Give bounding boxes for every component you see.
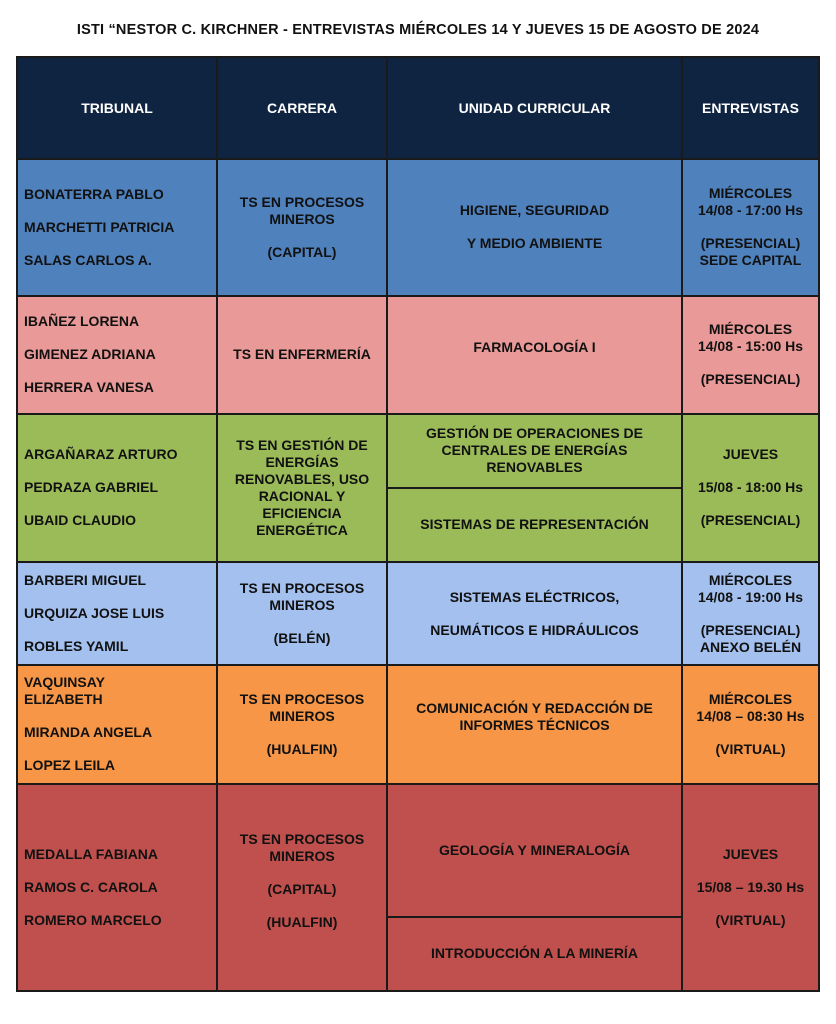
tribunal-member: SALAS CARLOS A. xyxy=(24,251,152,268)
tribunal-member: IBAÑEZ LORENA xyxy=(24,313,140,330)
carrera-sede: (HUALFIN) xyxy=(266,913,338,930)
carrera-sede: (CAPITAL) xyxy=(267,880,337,897)
tribunal-member: ARGAÑARAZ ARTURO xyxy=(24,446,178,463)
unidad-cell xyxy=(387,414,682,488)
tribunal-member: BONATERRA PABLO xyxy=(24,185,164,202)
unidad-cell xyxy=(387,296,682,414)
table-header-row xyxy=(17,57,819,159)
unidad-line: SISTEMAS ELÉCTRICOS, xyxy=(449,588,620,605)
unidad-line: Y MEDIO AMBIENTE xyxy=(466,235,603,252)
table-row xyxy=(17,562,819,665)
table-row xyxy=(17,296,819,414)
unidad-line: HIGIENE, SEGURIDAD xyxy=(459,202,610,219)
carrera-name: TS EN GESTIÓN DE ENERGÍAS RENOVABLES, USO RACIONAL Y EFICIENCIA ENERGÉTICA xyxy=(234,436,370,538)
table-row xyxy=(17,414,819,488)
page-title: ISTI “NESTOR C. KIRCHNER - ENTREVISTAS MIÉRCOLES 14 Y JUEVES 15 DE AGOSTO DE 2024 xyxy=(76,22,760,38)
unidad-line: SISTEMAS DE REPRESENTACIÓN xyxy=(420,516,649,533)
entrevista-mode: (VIRTUAL) xyxy=(715,911,786,928)
unidad-cell xyxy=(387,562,682,665)
entrevista-cell xyxy=(682,562,819,665)
tribunal-cell xyxy=(17,562,217,665)
tribunal-member: BARBERI MIGUEL xyxy=(24,572,147,589)
carrera-name: TS EN PROCESOS MINEROS xyxy=(239,193,365,227)
carrera-name: TS EN PROCESOS MINEROS xyxy=(239,690,365,724)
entrevista-day: MIÉRCOLES xyxy=(708,690,793,707)
entrevista-mode: (PRESENCIAL) xyxy=(700,621,801,638)
tribunal-member: MEDALLA FABIANA xyxy=(24,845,159,862)
carrera-cell xyxy=(217,665,387,783)
tribunal-cell xyxy=(17,296,217,414)
tribunal-member: URQUIZA JOSE LUIS xyxy=(24,605,165,622)
unidad-cell xyxy=(387,159,682,295)
tribunal-cell xyxy=(17,159,217,295)
unidad-cell xyxy=(387,488,682,562)
entrevista-time: 15/08 - 18:00 Hs xyxy=(697,479,804,496)
unidad-line: GESTIÓN DE OPERACIONES DE CENTRALES DE ENERGÍAS RENOVABLES xyxy=(425,425,644,476)
header-carrera: CARRERA xyxy=(217,57,387,159)
entrevista-cell xyxy=(682,665,819,783)
tribunal-member: MIRANDA ANGELA xyxy=(24,724,153,741)
unidad-cell xyxy=(387,665,682,783)
entrevista-place: SEDE CAPITAL xyxy=(699,252,802,269)
entrevista-cell xyxy=(682,159,819,295)
tribunal-cell xyxy=(17,665,217,783)
carrera-sede: (CAPITAL) xyxy=(267,243,337,260)
table-row xyxy=(17,159,819,295)
header-tribunal: TRIBUNAL xyxy=(17,57,217,159)
tribunal-member: PEDRAZA GABRIEL xyxy=(24,479,159,496)
tribunal-member: ROMERO MARCELO xyxy=(24,911,162,928)
entrevista-time: 14/08 - 15:00 Hs xyxy=(697,338,804,355)
unidad-cell xyxy=(387,917,682,991)
entrevista-day: MIÉRCOLES xyxy=(708,571,793,588)
carrera-cell xyxy=(217,562,387,665)
entrevista-cell xyxy=(682,296,819,414)
unidad-line: NEUMÁTICOS E HIDRÁULICOS xyxy=(430,621,639,638)
entrevista-cell xyxy=(682,784,819,991)
carrera-name: TS EN PROCESOS MINEROS xyxy=(239,580,365,614)
unidad-line: GEOLOGÍA Y MINERALOGÍA xyxy=(438,841,631,858)
tribunal-member: ROBLES YAMIL xyxy=(24,638,129,655)
carrera-cell xyxy=(217,296,387,414)
unidad-line: COMUNICACIÓN Y REDACCIÓN DE INFORMES TÉCNICOS xyxy=(416,700,653,734)
carrera-cell xyxy=(217,414,387,562)
entrevista-day: JUEVES xyxy=(722,845,779,862)
unidad-line: INTRODUCCIÓN A LA MINERÍA xyxy=(431,945,638,962)
unidad-line: FARMACOLOGÍA I xyxy=(473,338,596,355)
tribunal-member: UBAID CLAUDIO xyxy=(24,512,136,529)
entrevista-time: 14/08 – 08:30 Hs xyxy=(696,707,805,724)
entrevista-day: JUEVES xyxy=(722,446,779,463)
entrevista-mode: (PRESENCIAL) xyxy=(700,512,801,529)
entrevista-time: 15/08 – 19.30 Hs xyxy=(696,878,805,895)
table-row xyxy=(17,784,819,917)
entrevista-place: ANEXO BELÉN xyxy=(699,638,802,655)
tribunal-cell xyxy=(17,784,217,991)
unidad-cell xyxy=(387,784,682,917)
tribunal-member: HERRERA VANESA xyxy=(24,379,154,396)
carrera-cell xyxy=(217,784,387,991)
carrera-name: TS EN PROCESOS MINEROS xyxy=(239,830,365,864)
tribunal-member: VAQUINSAY ELIZABETH xyxy=(24,674,105,708)
table-row xyxy=(17,665,819,783)
header-unidad-curricular: UNIDAD CURRICULAR xyxy=(387,57,682,159)
entrevista-day: MIÉRCOLES xyxy=(708,185,793,202)
entrevista-mode: (VIRTUAL) xyxy=(715,740,786,757)
carrera-name: TS EN ENFERMERÍA xyxy=(233,346,371,363)
tribunal-cell xyxy=(17,414,217,562)
carrera-sede: (BELÉN) xyxy=(273,630,331,647)
carrera-sede: (HUALFIN) xyxy=(266,740,338,757)
tribunal-member: LOPEZ LEILA xyxy=(24,757,115,774)
entrevista-mode: (PRESENCIAL) xyxy=(700,371,801,388)
header-entrevistas: ENTREVISTAS xyxy=(682,57,819,159)
carrera-cell xyxy=(217,159,387,295)
interview-schedule-table xyxy=(16,56,820,992)
entrevista-time: 14/08 - 17:00 Hs xyxy=(697,202,804,219)
entrevista-time: 14/08 - 19:00 Hs xyxy=(697,588,804,605)
tribunal-member: MARCHETTI PATRICIA xyxy=(24,218,175,235)
entrevista-cell xyxy=(682,414,819,562)
entrevista-mode: (PRESENCIAL) xyxy=(700,235,801,252)
tribunal-member: RAMOS C. CAROLA xyxy=(24,878,158,895)
entrevista-day: MIÉRCOLES xyxy=(708,321,793,338)
tribunal-member: GIMENEZ ADRIANA xyxy=(24,346,156,363)
